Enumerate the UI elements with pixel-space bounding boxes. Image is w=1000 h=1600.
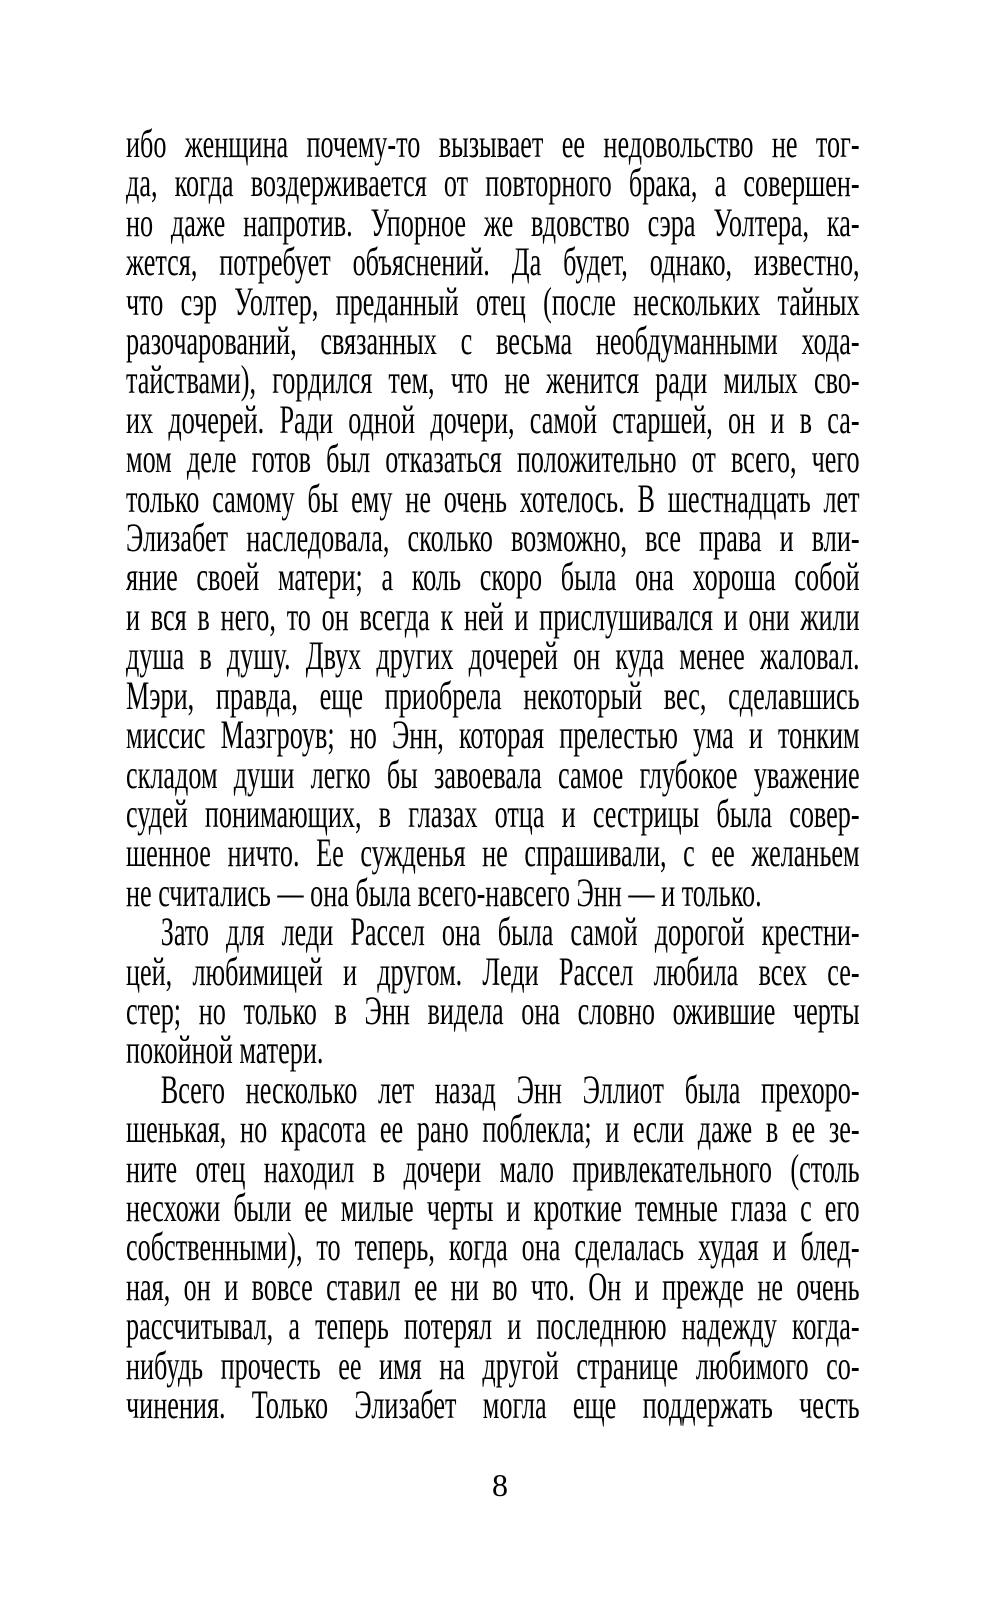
text-line: их дочерей. Ради одной дочери, самой старшей, он и в са- [126,396,860,442]
text-line: мом деле готов был отказаться положительно от всего, чего [126,436,860,482]
text-line: Мэри, правда, еще приобрела некоторый вес, сделавшись [126,672,860,718]
text-block [126,121,860,1427]
text-line: покойной матери. [126,1027,324,1073]
text-line: разочарований, связанных с весьма необдуманными хода- [126,318,860,364]
text-line: миссис Мазгроув; но Энн, которая прелестью ума и тонким [126,712,860,758]
text-line: Всего несколько лет назад Энн Эллиот была прехоро- [160,1066,860,1112]
text-line: Элизабет наследовала, сколько возможно, все права и вли- [126,515,860,561]
text-line: рассчитывал, а теперь потерял и последнюю надежду когда- [126,1303,860,1349]
text-line: Зато для леди Рассел она была самой дорогой крестни- [160,909,860,955]
text-line: стер; но только в Энн видела она словно ожившие черты [126,987,860,1033]
text-line: цей, любимицей и другом. Леди Рассел любила всех се- [126,948,860,994]
text-line: ните отец находил в дочери мало привлекательного (столь [126,1145,860,1191]
text-line: шенькая, но красота ее рано поблекла; и если даже в ее зе- [126,1106,860,1152]
text-line: тайствами), гордился тем, что не женится ради милых сво- [126,357,860,403]
text-line: не считались — она была всего-навсего Энн — и только. [126,869,762,915]
text-line: нибудь прочесть ее имя на другой странице любимого со- [126,1342,860,1388]
text-line: яние своей матери; а коль скоро была она хороша собой [126,554,860,600]
text-line: что сэр Уолтер, преданный отец (после нескольких тайных [126,278,860,324]
text-line: судей понимающих, в глазах отца и сестрицы была совер- [126,790,860,836]
text-line: но даже напротив. Упорное же вдовство сэра Уолтера, ка- [126,199,860,245]
text-line: и вся в него, то он всегда к ней и прислушивался и они жили [126,593,860,639]
text-line: да, когда воздерживается от повторного брака, а совершен- [126,160,860,206]
page-number: 8 [492,1467,508,1503]
text-line: ная, он и вовсе ставил ее ни во что. Он и прежде не очень [126,1263,860,1309]
text-line: собственными), то теперь, когда она сделалась худая и блед- [126,1224,860,1270]
text-line: несхожи были ее милые черты и кроткие темные глаза с его [126,1184,860,1230]
text-line: шенное ничто. Ее сужденья не спрашивали, с ее желаньем [126,830,860,876]
text-line: чинения. Только Элизабет могла еще поддержать честь [126,1382,860,1427]
text-line: складом души легко бы завоевала самое глубокое уважение [126,751,860,797]
text-line: ибо женщина почему-то вызывает ее недовольство не тог- [126,121,860,166]
text-line: только самому бы ему не очень хотелось. В шестнадцать лет [126,475,860,521]
text-line: жется, потребует объяснений. Да будет, однако, известно, [126,239,860,285]
text-line: душа в душу. Двух других дочерей он куда менее жаловал. [126,633,860,679]
